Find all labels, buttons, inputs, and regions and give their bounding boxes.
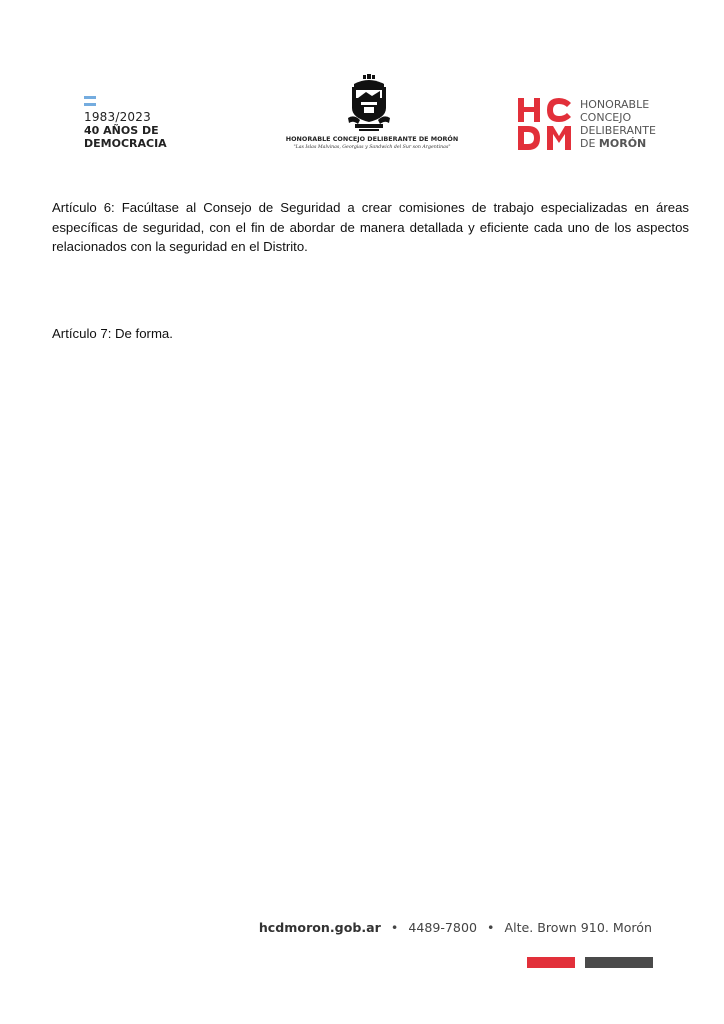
footer-red-bar: [527, 957, 575, 968]
hcdm-line4: [580, 137, 656, 150]
footer-gray-bar: [585, 957, 653, 968]
hcdm-line4-strong: MORÓN: [598, 137, 647, 150]
footer-separator-1: •: [390, 920, 399, 935]
hcdm-line1: HONORABLE: [580, 98, 650, 111]
hcdm-line3: DELIBERANTE: [580, 124, 656, 137]
council-name: HONORABLE CONCEJO DELIBERANTE DE MORÓN: [285, 135, 459, 143]
hcdm-mark-icon: [516, 96, 574, 152]
democracy-line1: 40 AÑOS DE: [84, 124, 159, 137]
hcdm-logo: [516, 96, 666, 154]
hcdm-line4-prefix: DE: [580, 137, 599, 150]
footer-contact: [259, 920, 652, 935]
democracy-line2: DEMOCRACIA: [84, 137, 167, 150]
article-6: Artículo 6: Facúltase al Consejo de Seguridad a crear comisiones de trabajo especializadas en áreas específicas de seguridad, con el fin de abordar de manera detallada y eficiente cada uno de los aspectos relacionados con la seguridad en el Distrito.: [52, 200, 689, 254]
democracy-years: 1983/2023: [84, 110, 151, 124]
hcdm-line2: CONCEJO: [580, 111, 632, 124]
footer-website[interactable]: hcdmoron.gob.ar: [258, 920, 381, 935]
council-crest-logo: [282, 74, 462, 158]
hcdm-wordmark: [580, 98, 656, 150]
council-motto: "Las Islas Malvinas, Georgias y Sandwich del Sur son Argentinas": [293, 145, 451, 150]
democracy-logo: [84, 96, 184, 156]
footer-phone: 4489-7800: [408, 920, 477, 935]
argentina-flag-icon: [84, 96, 96, 108]
footer-address: Alte. Brown 910. Morón: [504, 920, 652, 935]
crest-icon: [346, 74, 392, 132]
article-7: Artículo 7: De forma.: [52, 326, 173, 341]
footer-separator-2: •: [487, 920, 495, 935]
